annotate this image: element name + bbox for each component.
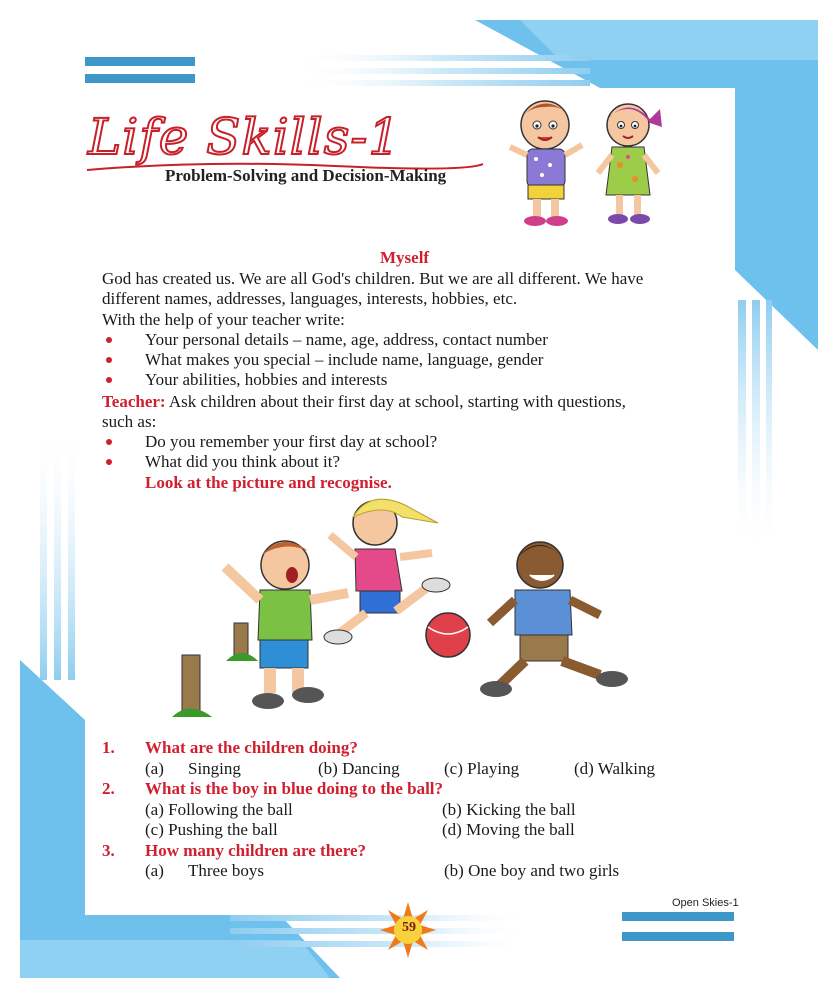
question-text: How many children are there? [145,841,366,860]
chapter-subtitle: Problem-Solving and Decision-Making [165,166,447,185]
question-number: 2. [102,779,115,798]
question-text: What are the children doing? [145,738,358,757]
teacher-note-line-2: such as: [102,412,157,431]
option-text: (b) Kicking the ball [442,800,576,819]
question-number: 3. [102,841,115,860]
series-label: Open Skies-1 [672,897,739,909]
children-playing-illustration [170,495,650,725]
option-text: (d) Walking [574,759,655,778]
bullet-item: What makes you special – include name, language, gender [145,350,544,369]
option-text: (c) Playing [444,759,520,778]
option-text: (a) Following the ball [145,800,293,819]
bullet-dot [106,439,112,445]
bullet-dot [106,377,112,383]
bullet-item: Your abilities, hobbies and interests [145,370,388,389]
instruction-text: With the help of your teacher write: [102,310,345,329]
option-text: (b) Dancing [318,759,400,778]
option-text: (b) One boy and two girls [444,861,620,880]
cartoon-kids-illustration [500,95,680,235]
bullet-dot [106,459,112,465]
picture-prompt: Look at the picture and recognise. [145,473,392,492]
option-label: (a) [145,861,164,880]
option-text: Three boys [188,861,265,880]
teacher-note-text: Ask children about their first day at school, starting with questions, [165,392,626,411]
teacher-bullet-item: Do you remember your first day at school? [145,432,438,451]
teacher-bullet-item: What did you think about it? [145,452,340,471]
option-label: (a) [145,759,164,778]
question-number: 1. [102,738,115,757]
section-heading: Myself [380,248,430,267]
teacher-note-line-1 [102,392,626,412]
option-text: (d) Moving the ball [442,820,575,839]
teacher-label: Teacher: [102,392,166,411]
intro-line-2: different names, addresses, languages, interests, hobbies, etc. [102,289,518,308]
chapter-title: Life Skills-1 [88,108,402,166]
page-number: 59 [402,920,416,935]
question-text: What is the boy in blue doing to the ball? [145,779,444,798]
intro-line-1: God has created us. We are all God's children. But we are all different. We have [102,269,644,288]
option-text: Singing [188,759,241,778]
bullet-dot [106,357,112,363]
option-text: (c) Pushing the ball [145,820,278,839]
bullet-dot [106,337,112,343]
bullet-item: Your personal details – name, age, address, contact number [145,330,548,349]
